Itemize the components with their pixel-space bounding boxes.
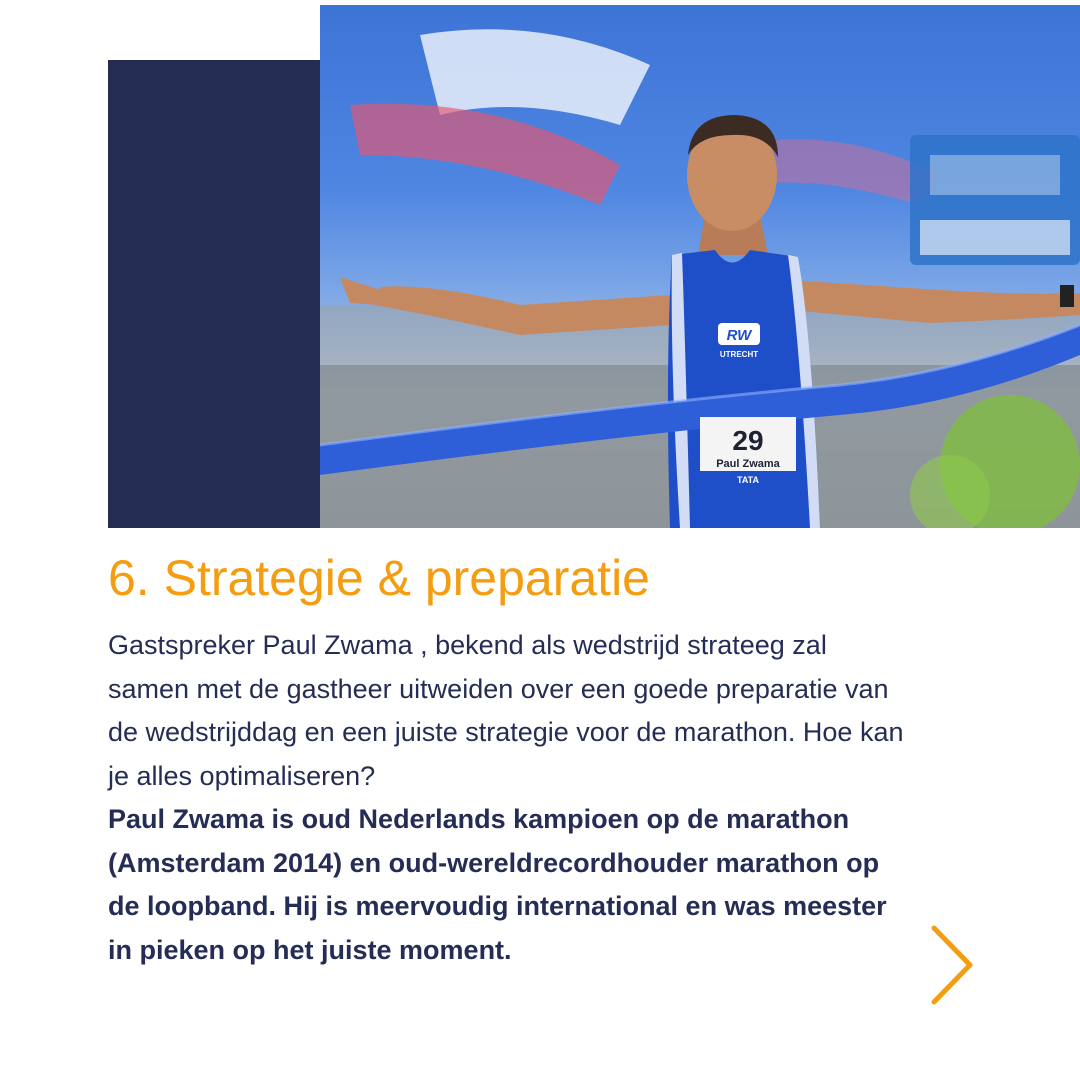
intro-paragraph: Gastspreker Paul Zwama , bekend als wedstrijd strateeg zal samen met de gastheer uitweiden over een goede preparatie van de wedstrijddag en een juiste strategie voor de marathon. Hoe kan je alles optimaliseren? <box>108 630 904 791</box>
singlet-logo: RW <box>726 327 752 344</box>
bib-name: Paul Zwama <box>716 458 780 470</box>
navy-accent-block <box>108 60 322 528</box>
slide-title: 6. Strategie & preparatie <box>108 550 650 606</box>
next-slide-button[interactable] <box>924 922 980 1008</box>
bib-number: 29 <box>732 425 764 456</box>
runner-photo <box>320 5 1080 528</box>
singlet-text: UTRECHT <box>719 350 759 359</box>
chevron-right-icon <box>924 922 980 1008</box>
runner-illustration <box>320 5 1080 528</box>
bib-sponsor: TATA <box>737 475 759 485</box>
bio-paragraph: Paul Zwama is oud Nederlands kampioen op de marathon (Amsterdam 2014) en oud-wereldrecordhouder marathon op de loopband. Hij is meervoudig international en was meester in pieken op het juiste moment. <box>108 804 887 965</box>
slide-body <box>108 624 908 972</box>
